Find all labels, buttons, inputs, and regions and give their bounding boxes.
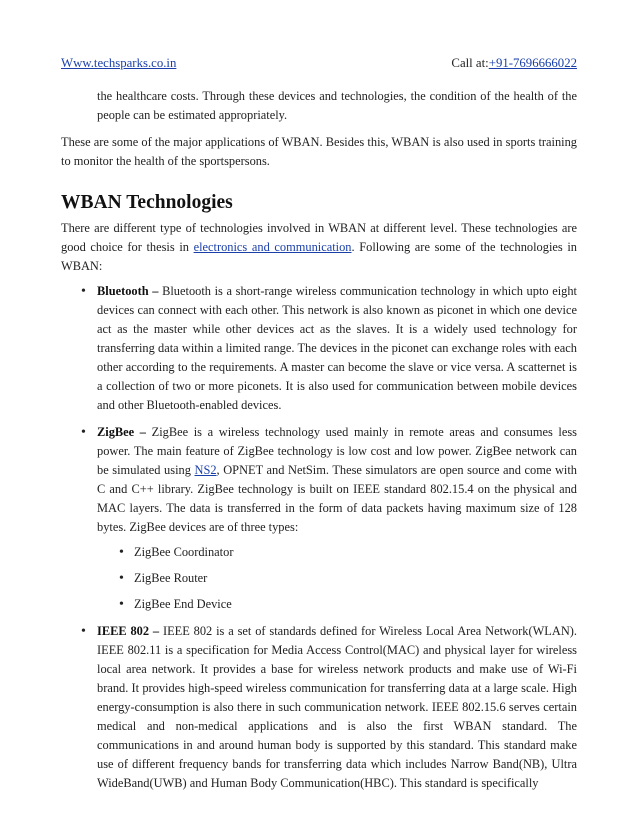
- list-item-bluetooth: [61, 282, 577, 415]
- zigbee-device-types: [97, 543, 577, 614]
- phone-link[interactable]: +91-7696666022: [488, 56, 577, 70]
- ns2-link[interactable]: NS2: [194, 463, 217, 477]
- ieee-description: IEEE 802 is a set of standards defined for Wireless Local Area Network(WLAN). IEEE 802.11 is a specification for Media Access Control(MAC) and physical layer for wireless local area network. It provides a base for wireless network products and make use of Wi-Fi brand. It provides high-speed wireless communication for transferring data at a large scale. High energy-consumption is also there in such communication network. IEEE 802.15.6 serves certain medical and non-medical applications and is also the first WBAN standard. The communications in and around human body is supported by this standard. This standard make use of different frequency bands for transferring data which includes Narrow Band(NB), Ultra WideBand(UWB) and Human Body Communication(HBC). This standard is specifically: [97, 624, 577, 790]
- intro-paragraph: These are some of the major applications of WBAN. Besides this, WBAN is also used in sports training to monitor the health of the sportspersons.: [61, 135, 577, 168]
- ieee-term: IEEE 802 –: [97, 624, 160, 638]
- list-item: • ZigBee End Device: [97, 595, 577, 614]
- section-heading: WBAN Technologies: [61, 192, 233, 213]
- list-item: • ZigBee Router: [97, 569, 577, 588]
- page-header: [61, 55, 577, 71]
- continuation-paragraph: the healthcare costs. Through these devices and technologies, the condition of the health of the people can be estimated appropriately.: [97, 89, 577, 122]
- zigbee-description: ZigBee is a wireless technology used mainly in remote areas and consumes less power. The main feature of ZigBee technology is low cost and low power. ZigBee network can be simulated using: [97, 425, 577, 477]
- website-link[interactable]: Www.techsparks.co.in: [61, 56, 177, 70]
- electronics-communication-link[interactable]: electronics and communication: [193, 240, 352, 254]
- zigbee-description-tail: , OPNET and NetSim. These simulators are open source and come with C and C++ library. ZigBee technology is built on IEEE standard 802.15.4 on the physical and MAC layers. The data is transferred in the form of data packets having maximum size of 128 bytes. ZigBee devices are of three types:: [97, 463, 577, 534]
- section-intro-tail: . Following are some of the technologies in WBAN:: [61, 240, 577, 273]
- document-page: [61, 55, 577, 801]
- bluetooth-term: Bluetooth –: [97, 284, 159, 298]
- technology-list: [61, 282, 577, 793]
- list-item: • ZigBee Coordinator: [97, 543, 577, 562]
- list-item-ieee-802: [61, 622, 577, 793]
- zigbee-term: ZigBee –: [97, 425, 146, 439]
- section-intro-text: There are different type of technologies involved in WBAN at different level. These technologies are good choice for thesis in: [61, 221, 577, 254]
- section-intro: [61, 219, 577, 276]
- bluetooth-description: Bluetooth is a short-range wireless communication technology in which upto eight devices can connect with each other. This network is also known as piconet in which one device act as the master while other devices act as the slaves. It is a widely used technology for transferring data within a limited range. The devices in the piconet can exchange roles with each other according to the requirements. A master can become the slave or vice versa. A scatternet is a collection of two or more piconets. It is also used for communication between mobile devices and other Bluetooth-enabled devices.: [97, 284, 577, 412]
- call-label: Call at:: [451, 56, 489, 70]
- list-item-zigbee: [61, 423, 577, 614]
- contact-info: [451, 55, 577, 71]
